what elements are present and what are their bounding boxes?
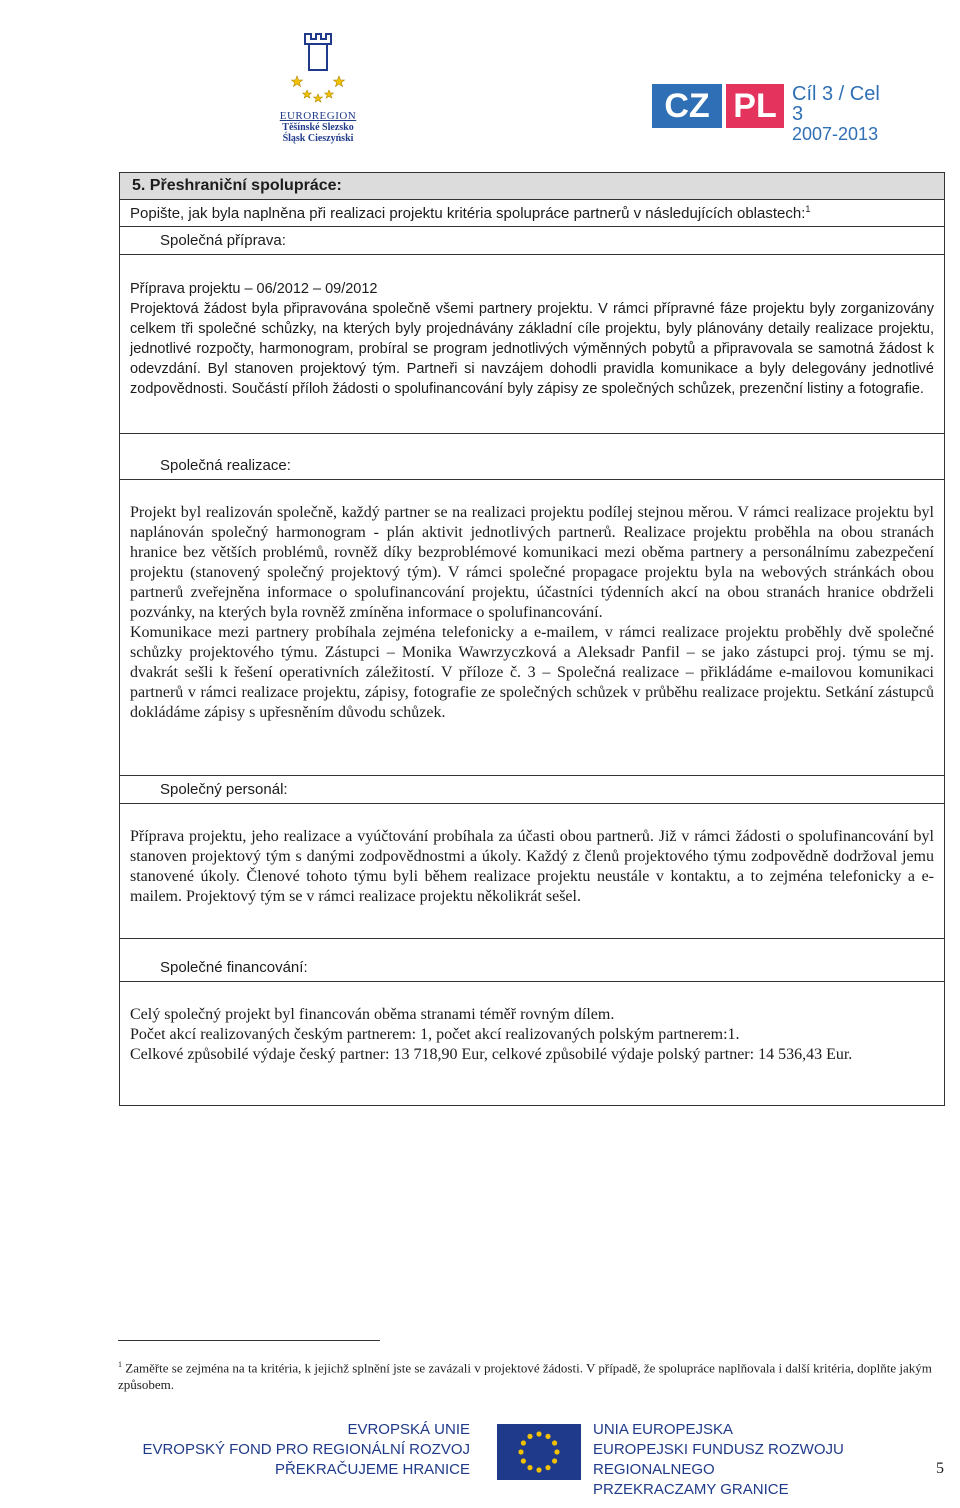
castle-tower-icon — [283, 30, 353, 108]
cz-badge: CZ — [652, 84, 722, 128]
eu-flag-icon — [497, 1424, 581, 1480]
eu-text-cz — [142, 1420, 470, 1480]
paragraph: Celkové způsobilé výdaje český partner: 13 718,90 Eur, celkové způsobilé výdaje polský partner: 14 536,43 Eur. — [130, 1046, 853, 1063]
paragraph: Projektová žádost byla připravována společně všemi partnery projektu. V rámci přípravné fáze projektu byly zorganizovány celkem tři společné schůzky, na kterých byly projednávány základní cíle projektu, byly plánovány detaily realizace projektu, jednotlivé rozpočty, harmonogram, probíral se program jednotlivých výměnných pobytů a připravovala se samotná žádost k odevzdání. Byl stanoven projektový tým. Partneři si navzájem dohodli pravidla komunikace a byly delegovány jednotlivé zodpovědnosti. Součástí příloh žádosti o spolufinancování byly zápisy ze společných schůzek, prezenční listiny a fotografie. — [130, 301, 934, 397]
footnote-ref: 1 — [805, 204, 811, 214]
eu-pl-line: UNIA EUROPEJSKA — [593, 1421, 734, 1438]
euroregion-line-pl: Śląsk Cieszyński — [282, 133, 354, 144]
footnote-rule — [118, 1340, 380, 1341]
subheading-financing: Společné financování: — [120, 954, 944, 982]
section-instruction — [120, 200, 944, 227]
subheading-preparation: Společná příprava: — [120, 227, 944, 255]
footnote-text: Zaměřte se zejména na ta kritéria, k jejichž splnění jste se zavázali v projektové žádosti. V případě, že spolupráce naplňovala i další kritéria, doplňte jakým způsobem. — [118, 1360, 932, 1393]
euroregion-logo — [258, 30, 378, 144]
page-number: 5 — [936, 1460, 944, 1477]
eu-cz-line: EVROPSKÝ FOND PRO REGIONÁLNÍ ROZVOJ — [142, 1441, 470, 1458]
pl-badge: PL — [726, 84, 784, 128]
realization-text — [130, 503, 934, 723]
paragraph: Počet akcí realizovaných českým partnerem: 1, počet akcí realizovaných polským partnerem:1. — [130, 1026, 740, 1043]
section-heading: 5. Přeshraniční spolupráce: — [120, 173, 944, 200]
paragraph: Celý společný projekt byl financován oběma stranami téměř rovným dílem. — [130, 1006, 615, 1023]
subheading-personnel: Společný personál: — [120, 776, 944, 804]
eu-cz-line: PŘEKRAČUJEME HRANICE — [274, 1461, 470, 1478]
eu-text-pl — [593, 1420, 960, 1500]
program-goal — [792, 84, 882, 144]
financing-text — [130, 1005, 934, 1065]
footnote — [118, 1356, 948, 1393]
program-logo — [652, 78, 882, 144]
euroregion-name: EUROREGION — [279, 110, 357, 122]
program-years: 2007-2013 — [792, 124, 879, 144]
footnote-number: 1 — [118, 1360, 122, 1369]
goal-label: Cíl 3 / Cel 3 — [792, 83, 880, 125]
eu-cz-line: EVROPSKÁ UNIE — [347, 1421, 470, 1438]
paragraph: Projekt byl realizován společně, každý partner se na realizaci projektu podílej stejnou měrou. V rámci realizace projektu byl naplánován společný harmonogram - plán aktivit jednotlivých partnerů. Realizace projektu proběhla na obou stranách hranice bez větších problémů, rovněž díky bezproblémové komunikaci mezi oběma partnery a personálnímu zabezpečení projektu (stanovený společný projektový tým). V rámci společné propagace projektu byla na webových stránkách obou partnerů zveřejněna informace o spolufinancování projektu, účastníci týdenních akcí na obou stranách hranice obdrželi pozvánky, na kterých byla rovněž zmíněna informace o spolufinancování. — [130, 504, 934, 621]
paragraph: Příprava projektu, jeho realizace a vyúčtování probíhala za účasti obou partnerů. Již v rámci žádosti o spolufinancování byl stanoven projektový tým s danými zodpovědnostmi a úkoly. Každý z členů projektového týmu zodpovědně dodržoval jemu stanovené úkoly. Členové tohoto týmu byli během realizace projektu neustále v kontaktu, a to zejména telefonicky a e-mailem. Projektový tým se v rámci realizace projektu několikrát sešel. — [130, 828, 934, 905]
personnel-text — [130, 827, 934, 907]
eu-pl-line: EUROPEJSKI FUNDUSZ ROZWOJU REGIONALNEGO — [593, 1441, 844, 1478]
divider — [120, 938, 944, 939]
subheading-realization: Společná realizace: — [120, 452, 944, 480]
eu-pl-line: PRZEKRACZAMY GRANICE — [593, 1481, 789, 1498]
paragraph: Příprava projektu – 06/2012 – 09/2012 — [130, 281, 378, 297]
cooperation-table — [119, 172, 945, 1106]
preparation-text — [130, 279, 934, 399]
eu-stars-icon — [497, 1424, 581, 1480]
paragraph: Komunikace mezi partnery probíhala zejména telefonicky a e-mailem, v rámci realizace projektu proběhly dvě společné schůzky projektového týmu. Zástupci – Monika Wawrzyczková a Aleksadr Panfil – se jako zástupci proj. týmu se mj. dvakrát sešli k řešení operativních záležitostí. V příloze č. 3 – Společná realizace – přikládáme e-mailovou komunikaci partnerů v rámci realizace projektu, zápisy, fotografie ze společných schůzek v průběhu realizace projektu. Setkání zástupců dokládáme zápisy s upřesněním důvodu schůzek. — [130, 624, 934, 721]
divider — [120, 433, 944, 434]
euroregion-line-cz: Těšínské Slezsko — [282, 122, 354, 133]
instruction-text: Popište, jak byla naplněna při realizaci projektu kritéria spolupráce partnerů v následujících oblastech: — [130, 205, 806, 222]
